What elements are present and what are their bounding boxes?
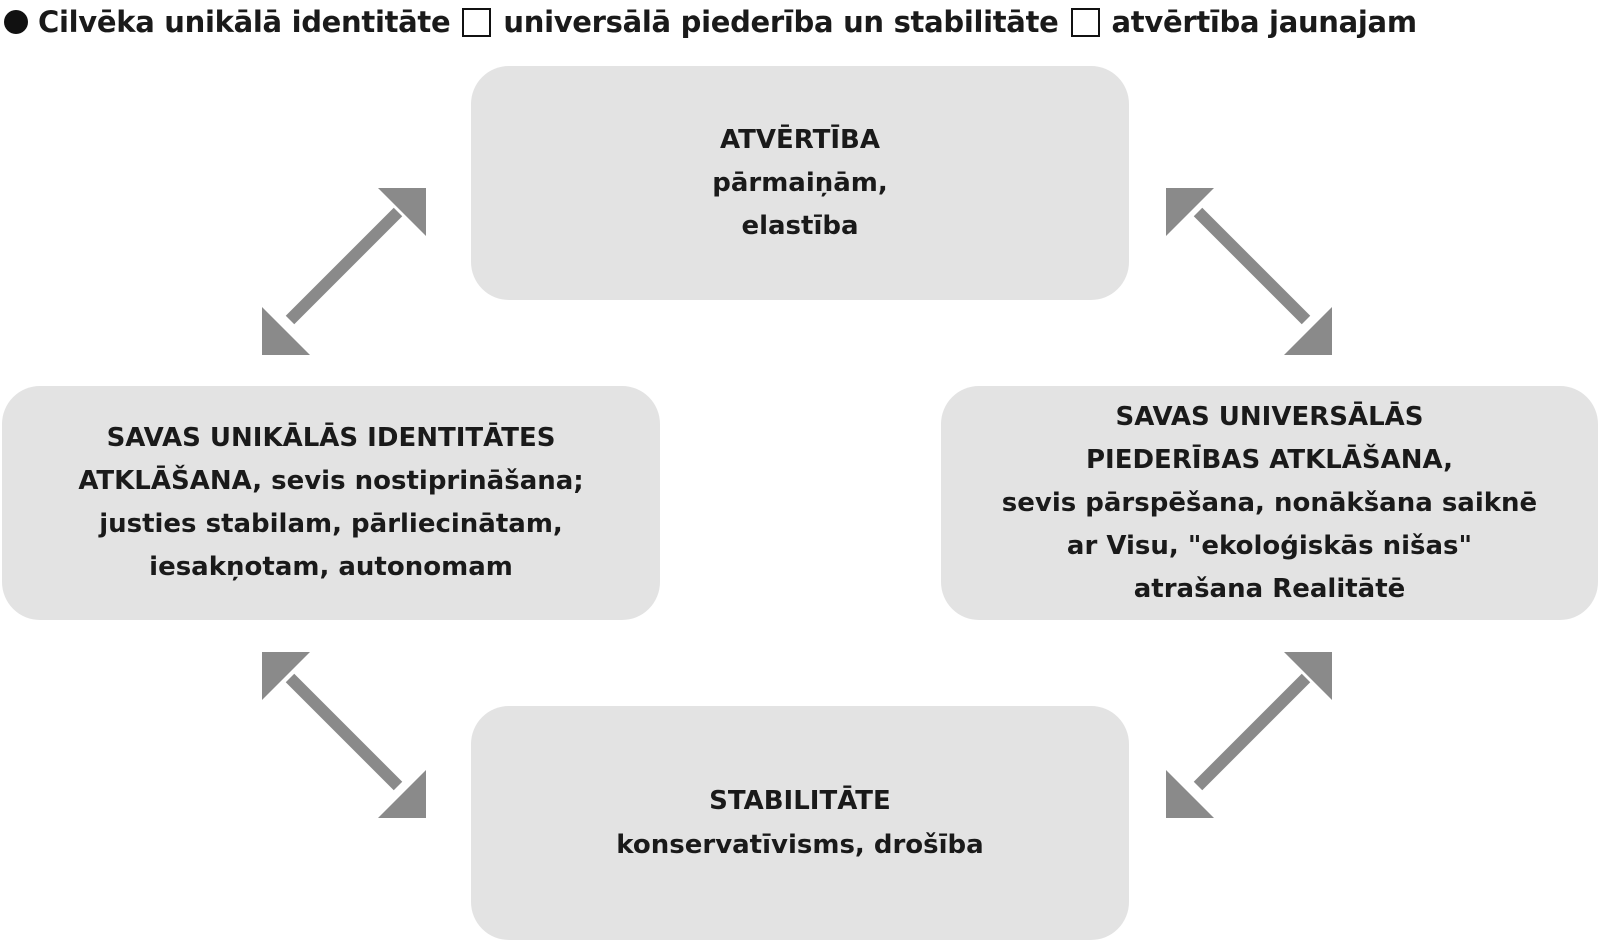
unique-identity-line-4: iesakņotam, autonomam <box>149 552 513 582</box>
arrowhead-down-right-icon <box>1284 307 1332 355</box>
universal-belonging-box <box>941 386 1598 620</box>
openness-line-3: elastība <box>741 210 859 241</box>
legend <box>4 2 1417 42</box>
double-arrow-top-left <box>262 188 426 355</box>
universal-belonging-line-2: PIEDERĪBAS ATKLĀŠANA, <box>1085 444 1453 475</box>
arrowhead-up-left-icon <box>262 652 310 700</box>
stability-title: STABILITĀTE <box>709 785 891 816</box>
arrowhead-down-left-icon <box>262 307 310 355</box>
unique-identity-line-3: justies stabilam, pārliecinātam, <box>99 509 563 539</box>
arrowhead-up-left-icon <box>1166 188 1214 236</box>
double-arrow-bottom-right <box>1166 652 1332 818</box>
universal-belonging-line-5: atrašana Realitātē <box>1133 573 1406 604</box>
legend-item-universal-belonging: universālā piederība un stabilitāte <box>503 5 1059 39</box>
unique-identity-box <box>2 386 660 620</box>
unique-identity-line-2: ATKLĀŠANA, sevis nostiprināšana; <box>78 466 584 496</box>
universal-belonging-line-4: ar Visu, "ekoloģiskās nišas" <box>1066 530 1473 561</box>
arrowhead-up-right-icon <box>1284 652 1332 700</box>
stability-line-2: konservatīvisms, drošība <box>616 829 984 860</box>
universal-belonging-line-1: SAVAS UNIVERSĀLĀS <box>1115 401 1424 432</box>
arrowhead-up-right-icon <box>378 188 426 236</box>
legend-item-unique-identity: Cilvēka unikālā identitāte <box>38 5 451 39</box>
legend-bullet-filled-circle-icon <box>4 10 28 34</box>
universal-belonging-line-3: sevis pārspēšana, nonākšana saiknē <box>1001 487 1538 518</box>
unique-identity-line-1: SAVAS UNIKĀLĀS IDENTITĀTES <box>106 423 556 453</box>
arrowhead-down-right-icon <box>378 770 426 818</box>
legend-item-openness: atvērtība jaunajam <box>1111 5 1417 39</box>
legend-empty-square-icon <box>462 8 491 37</box>
double-arrow-bottom-left <box>262 652 426 818</box>
openness-title: ATVĒRTĪBA <box>720 124 880 155</box>
legend-empty-square-icon <box>1071 8 1100 37</box>
openness-line-2: pārmaiņām, <box>712 167 888 198</box>
double-arrow-top-right <box>1166 188 1332 355</box>
stability-box <box>471 706 1129 940</box>
arrowhead-down-left-icon <box>1166 770 1214 818</box>
openness-box <box>471 66 1129 300</box>
